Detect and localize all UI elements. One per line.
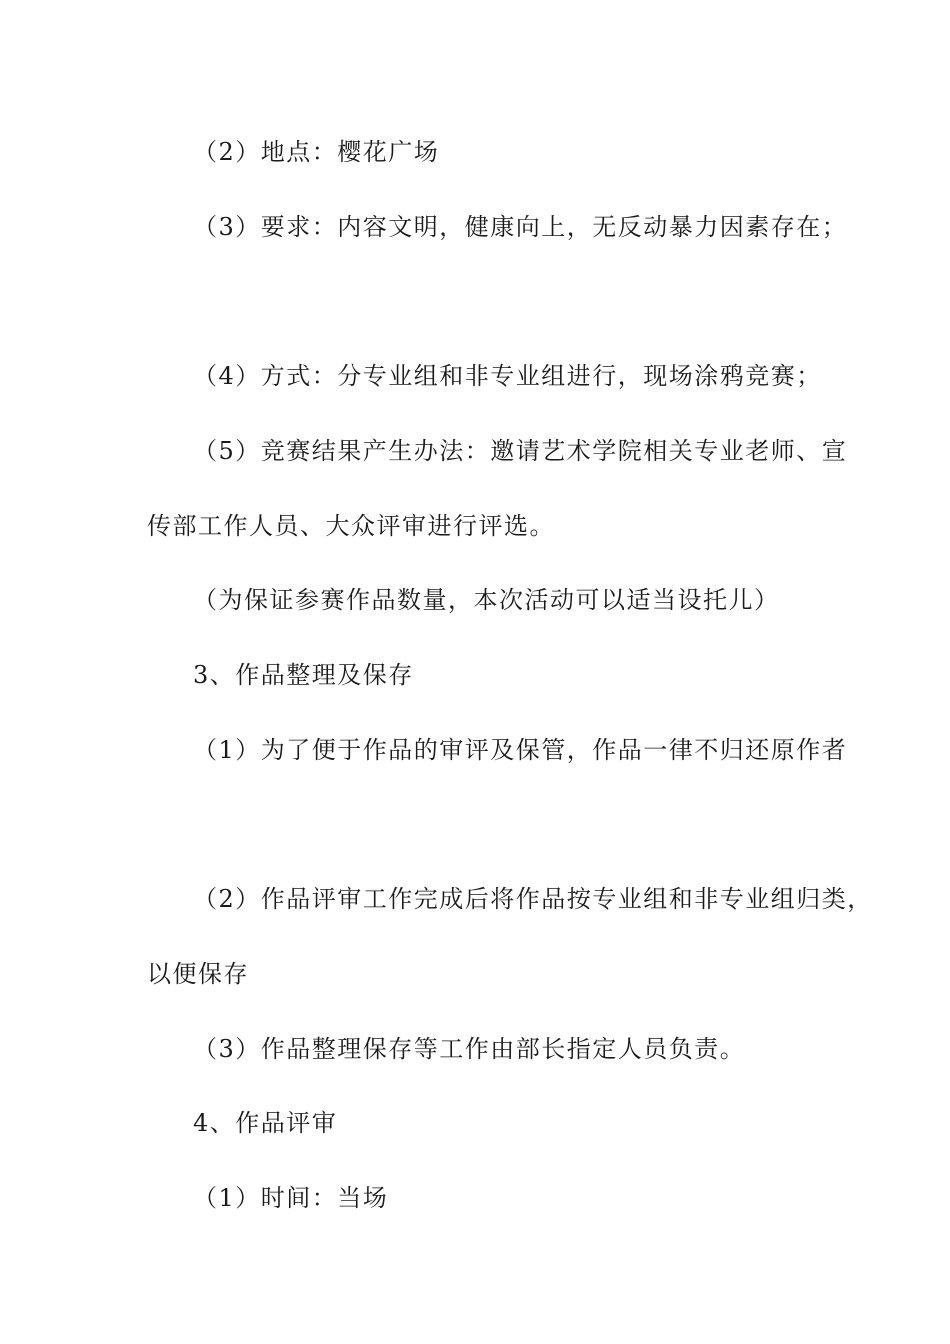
paragraph-result-method-cont: 传部工作人员、大众评审进行评选。 [147,512,555,540]
paragraph-storage-2: （2）作品评审工作完成后将作品按专业组和非专业组归类， [193,885,873,913]
paragraph-result-method: （5）竞赛结果产生办法：邀请艺术学院相关专业老师、宣 [193,437,848,465]
section-heading-review: 4、作品评审 [193,1109,338,1137]
paragraph-method: （4）方式：分专业组和非专业组进行，现场涂鸦竞赛； [193,362,822,390]
section-heading-storage: 3、作品整理及保存 [193,661,414,689]
paragraph-storage-1: （1）为了便于作品的审评及保管，作品一律不归还原作者 [193,736,848,764]
paragraph-note: （为保证参赛作品数量，本次活动可以适当设托儿） [193,586,780,614]
paragraph-requirements: （3）要求：内容文明，健康向上，无反动暴力因素存在； [193,213,848,241]
paragraph-storage-3: （3）作品整理保存等工作由部长指定人员负责。 [193,1035,746,1063]
paragraph-review-time: （1）时间：当场 [193,1184,389,1212]
paragraph-location: （2）地点：樱花广场 [193,138,440,166]
paragraph-storage-2-cont: 以便保存 [147,960,249,988]
